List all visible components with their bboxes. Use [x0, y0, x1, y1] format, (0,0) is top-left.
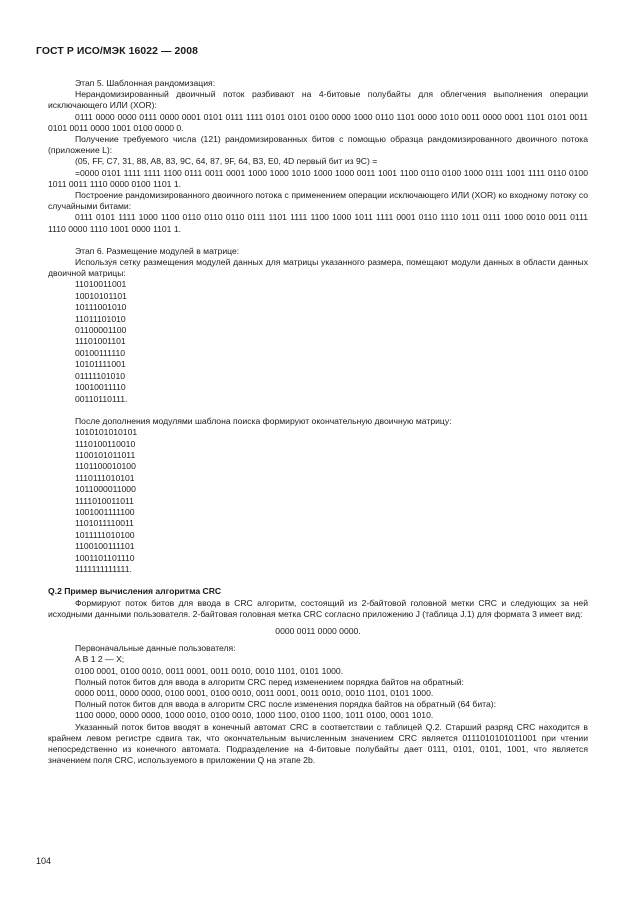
matrix-1-row: 10010101101 — [75, 290, 127, 301]
step6-title: Этап 6. Размещение модулей в матрице: — [75, 245, 240, 256]
matrix-2 — [48, 427, 588, 575]
step5-bits-2: =0000 0101 1111 1111 1100 0111 0011 0001 1000 1000 1010 1000 1000 0011 1001 1100 0110 0100 1000 0111 1001 1111 0110 0100 1011 0011 1110 0000 0100 1101 1. — [48, 167, 588, 189]
section-q2-title: Q.2 Пример вычисления алгоритма CRC — [48, 586, 222, 597]
step5-bits-1: 0111 0000 0000 0111 0000 0001 0101 0111 1111 0101 0101 0100 0000 1000 0110 1101 0000 1010 0011 0000 0001 1101 0101 0011 0101 0011 0000 1001 0100 0000 0. — [48, 111, 588, 133]
matrix-2-row: 1110100110010 — [75, 438, 136, 449]
step6-intro: Используя сетку размещения модулей данных для матрицы указанного размера, помещают модули данных в области данных двоичной матрицы: — [48, 257, 588, 279]
matrix-2-row: 1001101101110 — [75, 552, 135, 563]
matrix-1-row: 00110110111. — [75, 393, 128, 404]
matrix-1-row: 11011101010 — [75, 313, 126, 324]
document-header: ГОСТ Р ИСО/МЭК 16022 — 2008 — [36, 46, 198, 57]
q2-intro: Формируют поток битов для ввода в CRC алгоритм, состоящий из 2-байтовой головной метки CRC и следующих за ней исходными данными пользователя. 2-байтовая головная метка CRC согласно приложению J (таблица J.1) для формата 3 имеет вид: — [48, 597, 588, 619]
matrix-1-row: 10010011110 — [75, 382, 126, 393]
matrix-2-row: 1101100010100 — [75, 461, 136, 472]
q2-user-data-label: Первоначальные данные пользователя: — [75, 643, 236, 654]
matrix-2-row: 1101011110011 — [75, 518, 134, 529]
step5-pattern-hex: (05, FF, C7, 31, 88, A8, 83, 9C, 64, 87, 9F, 64, B3, E0, 4D первый бит из 9C) = — [75, 156, 378, 167]
q2-final: Указанный поток битов вводят в конечный автомат CRC в соответствии с таблицей Q.2. Старший разряд CRC находится в крайнем левом регистре сдвига так, что окончательным вычисленным значением CRC является 0111010101011001 при чтении непосредственно из конечного автомата. Подразделение на 4-битовые полубайты дает 0111, 0101, 0101, 1001, что является значением поля CRC, используемого в приложении Q на этапе 2b. — [48, 721, 588, 766]
matrix-1-row: 01111101010 — [75, 370, 126, 381]
matrix-1-row: 01100001100 — [75, 325, 127, 336]
matrix-1-row: 11010011001 — [75, 279, 127, 290]
q2-full-before: Полный поток битов для ввода в алгоритм CRC перед изменением порядка байтов на обратный: — [75, 676, 464, 687]
q2-header-bits: 0000 0011 0000 0000. — [275, 626, 361, 637]
matrix-2-row: 1010101010101 — [75, 427, 138, 438]
matrix-2-row: 1111111111111. — [75, 564, 132, 574]
step5-intro: Нерандомизированный двоичный поток разбивают на 4-битовые полубайты для облегчения выполнения операции исключающего ИЛИ (XOR): — [48, 89, 588, 111]
q2-full-before-bits: 0000 0011, 0000 0000, 0100 0001, 0100 0010, 0011 0001, 0011 0010, 0010 1101, 0101 1000. — [75, 688, 434, 699]
matrix-1-row: 00100111110 — [75, 347, 126, 358]
matrix-2-row: 1100100111101 — [75, 541, 135, 552]
matrix-2-row: 1011000011000 — [75, 484, 136, 495]
q2-full-after-bits: 1100 0000, 0000 0000, 1000 0010, 0100 0010, 1000 1100, 0100 1100, 1011 0100, 0001 1010. — [75, 710, 434, 721]
step5-xor-intro: Построение рандомизированного двоичного потока с применением операции исключающего ИЛИ (XOR) ко входному потоку со случайными битами: — [48, 190, 588, 212]
step5-pattern-intro: Получение требуемого числа (121) рандомизированных битов с помощью образца рандомизированного двоичного потока (приложение L): — [48, 134, 588, 156]
page-content — [48, 78, 588, 766]
page-number: 104 — [36, 856, 52, 866]
matrix-1-row: 10111001010 — [75, 302, 127, 313]
step6-after: После дополнения модулями шаблона поиска формируют окончательную двоичную матрицу: — [75, 415, 452, 426]
q2-full-after: Полный поток битов для ввода в алгоритм CRC после изменения порядка байтов на обратный (64 бита): — [75, 699, 497, 710]
matrix-1 — [48, 279, 588, 404]
step5-title: Этап 5. Шаблонная рандомизация: — [75, 78, 216, 88]
matrix-2-row: 1011111010100 — [75, 529, 135, 540]
matrix-2-row: 1100101011011 — [75, 449, 136, 460]
q2-user-bits: 0100 0001, 0100 0010, 0011 0001, 0011 0010, 0010 1101, 0101 1000. — [75, 665, 344, 676]
step5-bits-3: 0111 0101 1111 1000 1100 0110 0110 0110 0111 1101 1111 1100 1000 1011 1111 0001 0110 1110 1011 0111 1000 0010 0011 0111 1110 0000 1110 1001 0000 1101 1. — [48, 212, 588, 234]
matrix-2-row: 1110111010101 — [75, 472, 135, 483]
q2-user-data: A B 1 2 — X; — [75, 654, 125, 665]
matrix-2-row: 1111010011011 — [75, 495, 134, 506]
matrix-1-row: 11101001101 — [75, 336, 126, 347]
matrix-2-row: 1001001111100 — [75, 506, 135, 517]
matrix-1-row: 10101111001 — [75, 359, 126, 370]
